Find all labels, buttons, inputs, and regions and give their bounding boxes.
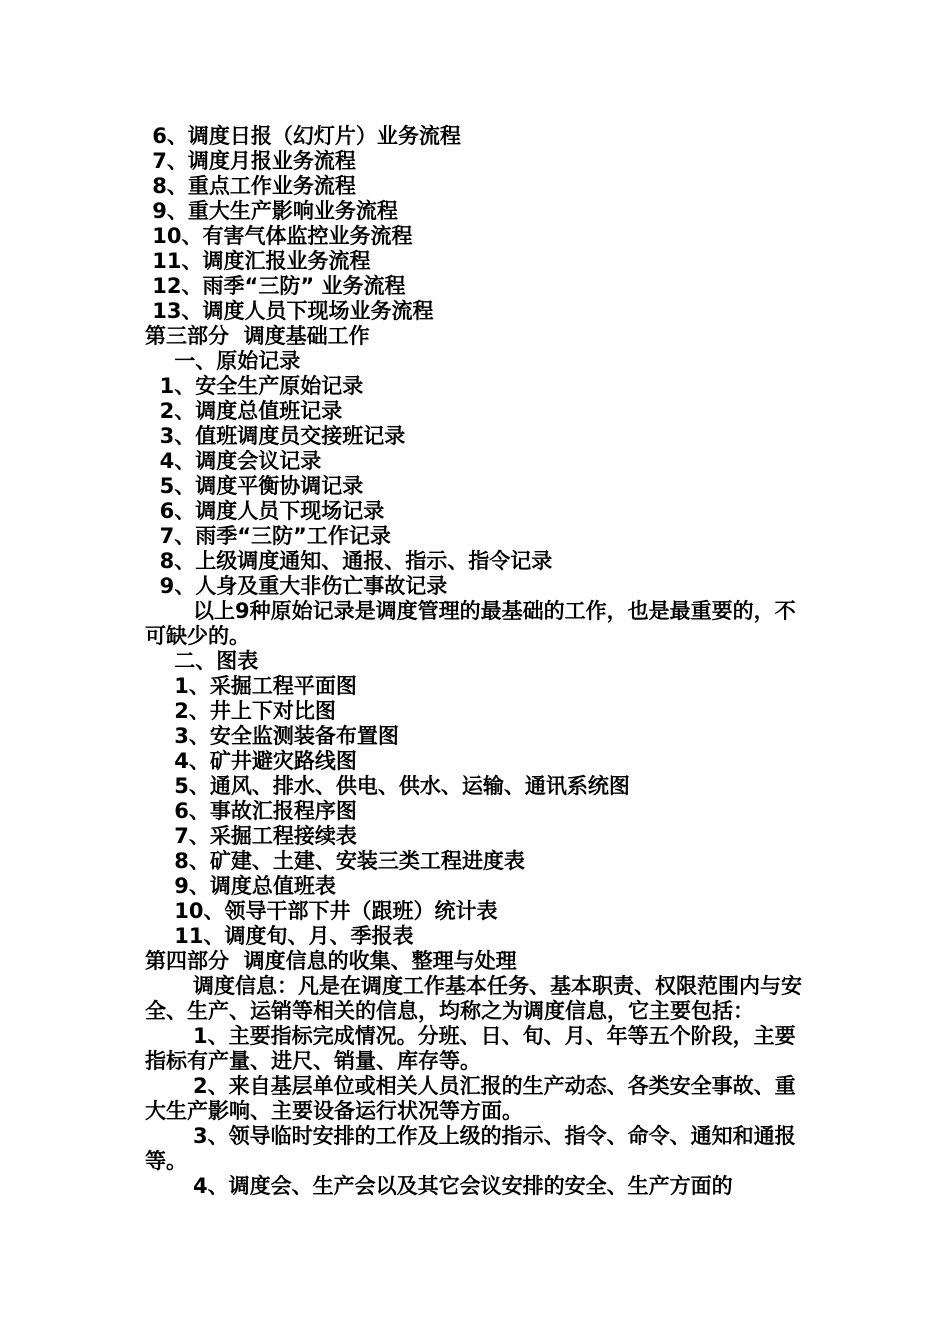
section-charts-title: 二、图表 [145,649,259,673]
chart-item-1: 1、采掘工程平面图 [145,674,357,698]
flow-item-7: 7、调度月报业务流程 [145,149,356,173]
record-item-3: 3、值班调度员交接班记录 [145,424,406,448]
record-item-2: 2、调度总值班记录 [145,399,343,423]
flow-item-13: 13、调度人员下现场业务流程 [145,299,434,323]
section-original-records-title: 一、原始记录 [145,349,301,373]
records-summary-text: 以上9种原始记录是调度管理的最基础的工作，也是最重要的，不可缺少的。 [145,599,796,648]
info-item-4-paragraph [145,1174,815,1199]
flow-item-11: 11、调度汇报业务流程 [145,249,371,273]
info-item-4-text: 4、调度会、生产会以及其它会议安排的安全、生产方面的 [193,1174,733,1198]
chart-item-10: 10、领导干部下井（跟班）统计表 [145,899,498,923]
chart-item-4: 4、矿井避灾路线图 [145,749,357,773]
flow-item-9: 9、重大生产影响业务流程 [145,199,398,223]
flow-item-12: 12、雨季“三防” 业务流程 [145,274,406,298]
chart-item-8: 8、矿建、土建、安装三类工程进度表 [145,849,525,873]
record-item-9: 9、人身及重大非伤亡事故记录 [145,574,448,598]
record-item-1: 1、安全生产原始记录 [145,374,364,398]
info-definition-text: 调度信息：凡是在调度工作基本任务、基本职责、权限范围内与安全、生产、运销等相关的信息，均称之为调度信息，它主要包括： [145,974,802,1023]
flow-item-8: 8、重点工作业务流程 [145,174,356,198]
flow-item-6: 6、调度日报（幻灯片）业务流程 [145,124,461,148]
chart-item-5: 5、通风、排水、供电、供水、运输、通讯系统图 [145,774,630,798]
flow-item-10: 10、有害气体监控业务流程 [145,224,413,248]
record-item-5: 5、调度平衡协调记录 [145,474,364,498]
info-item-1-text: 1、主要指标完成情况。分班、日、旬、月、年等五个阶段，主要指标有产量、进尺、销量、库存等。 [145,1024,796,1073]
records-summary-paragraph [145,599,815,649]
info-item-3-paragraph [145,1124,815,1174]
info-item-3-text: 3、领导临时安排的工作及上级的指示、指令、命令、通知和通报等。 [145,1124,796,1173]
info-item-1-paragraph [145,1024,815,1074]
record-item-6: 6、调度人员下现场记录 [145,499,385,523]
chart-item-6: 6、事故汇报程序图 [145,799,357,823]
chart-item-3: 3、安全监测装备布置图 [145,724,399,748]
record-item-8: 8、上级调度通知、通报、指示、指令记录 [145,549,553,573]
info-item-2-text: 2、来自基层单位或相关人员汇报的生产动态、各类安全事故、重大生产影响、主要设备运行状况等方面。 [145,1074,796,1123]
document-body [145,124,815,1199]
chart-item-11: 11、调度旬、月、季报表 [145,924,414,948]
chart-item-2: 2、井上下对比图 [145,699,336,723]
record-item-4: 4、调度会议记录 [145,449,322,473]
chart-item-9: 9、调度总值班表 [145,874,336,898]
part4-heading: 第四部分 调度信息的收集、整理与处理 [145,949,517,973]
info-definition-paragraph [145,974,815,1024]
part3-heading: 第三部分 调度基础工作 [145,324,370,348]
record-item-7: 7、雨季“三防”工作记录 [145,524,391,548]
info-item-2-paragraph [145,1074,815,1124]
chart-item-7: 7、采掘工程接续表 [145,824,357,848]
